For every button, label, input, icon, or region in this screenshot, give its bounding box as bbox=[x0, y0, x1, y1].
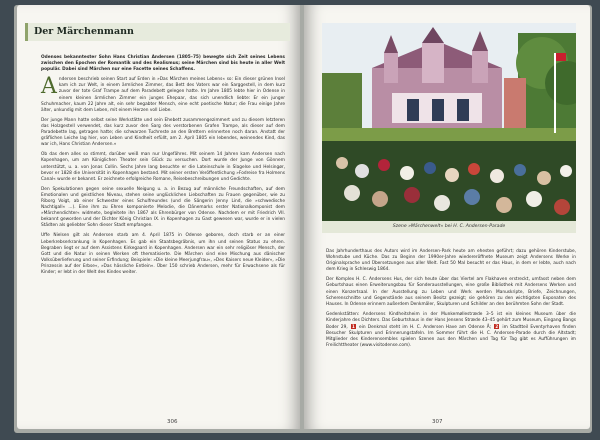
open-book bbox=[14, 5, 592, 433]
paragraph-1 bbox=[41, 74, 285, 114]
page-title: Der Märchenmann bbox=[34, 26, 134, 37]
map-marker-1: 1 bbox=[351, 324, 355, 330]
right-paragraph-3-mid: ein Denkmal steht im H. C. Andersen Have am Odense Å; bbox=[359, 325, 492, 331]
right-paragraph-3-start: Gedenkstätten: Andersens Kindheitsheim in der Munkemøllestræde 3–5 ist ein kleines Museum über die Kinderjahre des Dichters. Das Geburtshaus in der Hans Jensens Stræde 43–45 gehört zum Museum, Eingang Bangs Boder 29, bbox=[326, 311, 576, 331]
right-paragraph-2: Der Komplex H. C. Andersens Hus, der sich heute über das Viertel am Flakhaven erstreckt, umfasst neben dem Geburtshaus einen Erweiterungsbau für Sonderausstellungen, eine große Bibliothek mit Andersens Werken und einen Konzertsaal. In der Ausstellung zu Leben und Werk werden Manuskripte, Briefe, Zeichnungen, Scherenschnitte und Gegenstände aus seinem Besitz gezeigt; sie gehören zu den wichtigsten Exponaten des Hauses. In Odense erinnern außerdem Denkmäler, Skulpturen und Schilder an den berühmten Sohn der Stadt. bbox=[326, 277, 576, 307]
right-paragraph-3 bbox=[326, 312, 576, 350]
drop-cap: A bbox=[41, 74, 57, 100]
left-text-column bbox=[41, 55, 285, 280]
page-number-left: 306 bbox=[167, 419, 178, 425]
paragraph-4: Den Spekulationen gegen seine sexuelle Neigung u. a. in Bezug auf männliche Freundschaften, auf dem Emotionalen und geistlichen Niveau, stehen seine unglücklichen Liebschaften zu Frauen gegenüber, wie zu Riborg Voigt, ab einer Schwester eines Schulfreundes (und die Sängerin Jenny Lind, die »schwedische Nachtigall« ...). Eine ihm zu Ehren komponierte Melodie, die Dänemarks erster Nationalkomponist dem »Märchendichter« widmete, begleitete ihn 1867 als Ehrenbürger von Odense. Nachdem er mit Friedrich VII. bekannt geworden und der Dichter König Christian IX. in Kopenhagen zu Gast gewesen war, wurde er in vielen Städten als geliebter Sohn dieser Stadt empfangen. bbox=[41, 186, 285, 229]
right-paragraph-3-end: im Stadtteil Eventyrhaven finden Besucher Skulpturen und Erinnerungstafeln. Im Sommer führt die H. C. Andersen-Parade durch die Altstadt; Mitglieder des Kinderensembles spielen Szenen aus den Märchen und Tag für Tag gibt es Aufführungen im Freilichttheater (www.visitodense.com). bbox=[326, 325, 576, 349]
parade-photo-illustration bbox=[322, 23, 576, 221]
paragraph-3: Ob das dem alles so stimmt, darüber weiß man nur Ungefähres. Mit seinem 14 Jahren kam Andersen nach Kopenhagen, um am Königlichen Theater sein Glück zu versuchen. Dort wurde der Junge von Gönnern unterstützt, u. a. von Jonas Collin. Sechs Jahre lang besuchte er die Lateinschule in Slagelse und Helsingør, bevor er 1828 die Universität in Kopenhagen bestand. Mit seiner ersten Veröffentlichung »Fodreise fra Holmens Canal« wurde er bekannt. Er zeichnete erfolgreiche Romane, Reisebeschreibungen und Gedichte. bbox=[41, 152, 285, 182]
page-number-right: 307 bbox=[432, 419, 443, 425]
parade-photo bbox=[322, 23, 576, 221]
title-bar bbox=[25, 23, 290, 41]
paragraph-2: Der junge Mann hatte selbst seine Werkstätte und sein Ehebett zusammengezimmert und zu diesem letzteren das Holzgestell verwendet, das kurz zuvor den Sarg des verstorbenen Grafen Trampe, als dieser auf dem Paradebette lag, getragen hatte; die schwarzen Tuchreste an den Brettern erinnerten noch daran. Anstatt der gräflichen Leiche lag hier, von Leben und Kindheit erfüllt, am 2. April 1805 ein lebendes, weinendes Kind, das war ich, Hans Christian Andersen.« bbox=[41, 117, 285, 148]
map-marker-2: 2 bbox=[495, 324, 499, 330]
right-paragraph-1: Das Jahrhunderthaus des Autors wird im Andersen-Park heute am ehesten geführt; dazu gehören Kinderstube, Wohnstube und Küche. Das zu Beginn der 1990er-Jahre wiedereröffnete Museum zeigt Andersens Werke in Originalsprache und Übersetzungen aus aller Welt. Fast 50 Mal besucht er das Haus, in dem er lebte, auch nach dem Krieg in Schleswig 1864. bbox=[326, 249, 576, 273]
photo-caption: Szene »Märchenwelt« bei H. C. Andersen-Parade bbox=[322, 221, 576, 233]
right-page bbox=[304, 5, 590, 429]
right-text-column bbox=[326, 249, 576, 353]
paragraph-1-text: ndersen beschrieb seinen Start auf Erden in »Das Märchen meines Lebens« so: Ein dieser grünen Insel kam ich zur Welt, in einem ärmlichen Zimmer, das Bett des Vaters war ein Sarggestell, in dem kurz zuvor der tote Graf Trampe auf dem Paradebett gelegen hatte. Im Jahre 1805 lebte hier in Odense in einem kleinen ärmlichen Zimmer ein junges Ehepaar, das sich unendlich liebte: Er ein junger Schuhmacher, kaum 22 Jahre alt, ein sehr begabter Mensch, eine echt poetische Natur; die Frau einige Jahre älter, unkundig mit dem Leben, mit einem Herzen voll Liebe. bbox=[41, 77, 285, 113]
intro-paragraph: Odenses bekanntester Sohn Hans Christian Andersen (1805–75) bewegte sich Zeit seines Lebens zwischen den Epochen der Romantik und des Realismus; seine Märchen sind bis heute in aller Welt populär. Dabei sind Märchen nur eine Facette seines Schaffens. bbox=[41, 55, 285, 73]
left-page bbox=[17, 5, 300, 429]
paragraph-5: Uffe Nielsen gilt als Andersen starb am 4. April 1875 in Odense geboren, doch starb er an einer Leberkrebserkrankung in Kopenhagen. Es gab ein Staatsbegräbnis, um ihn und seinen Status zu ehren. Begraben liegt er auf dem Assistens Kirkegaard in Kopenhagen. Andersen war ein sehr religiöser Mensch, der Gott und die Natur in seinen Werken oft thematisierte. Die Märchen sind eine Mischung aus dänischer Volksüberlieferung und seiner Erfindung; Beispiele: »Die kleine Meerjungfrau«, »Des Kaisers neue Kleider«, »Die Prinzessin auf der Erbse«, »Das hässliche Entlein«. Über 150 schrieb Andersen, mehr für Erwachsene als für Kinder; er lebt in der Welt des Kindes weiter. bbox=[41, 233, 285, 275]
